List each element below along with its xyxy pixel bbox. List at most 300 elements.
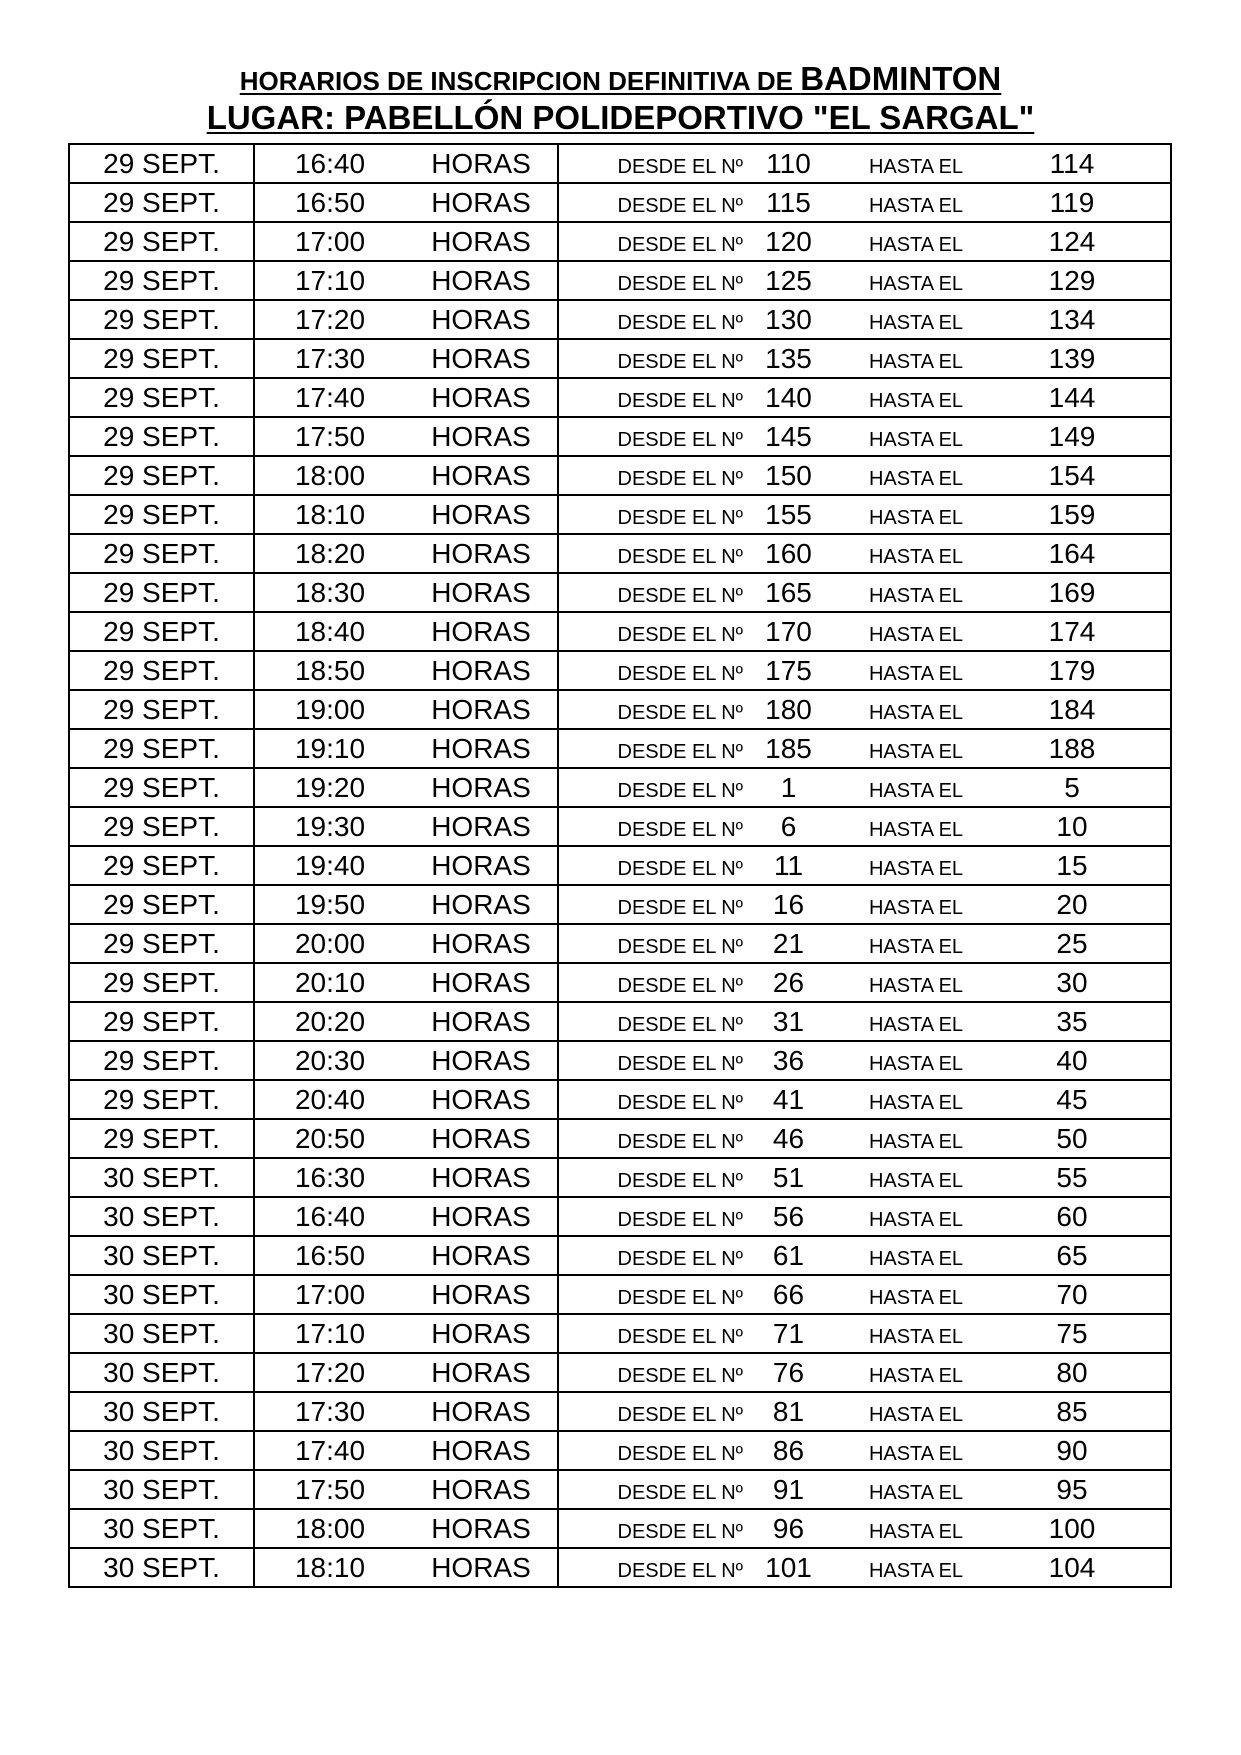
horas-cell: HORAS (405, 768, 558, 807)
desde-label-cell: DESDE EL Nº (558, 300, 743, 339)
hasta-label-cell: HASTA EL (834, 1548, 974, 1587)
date-cell: 29 SEPT. (69, 222, 254, 261)
date-cell: 30 SEPT. (69, 1392, 254, 1431)
from-number-cell: 170 (743, 612, 834, 651)
hasta-label-cell: HASTA EL (834, 183, 974, 222)
desde-label-cell: DESDE EL Nº (558, 1002, 743, 1041)
hasta-label-cell: HASTA EL (834, 1470, 974, 1509)
table-row (69, 963, 1171, 1002)
table-row (69, 846, 1171, 885)
to-number-cell: 65 (974, 1236, 1171, 1275)
hasta-label-cell: HASTA EL (834, 261, 974, 300)
time-cell: 20:20 (254, 1002, 405, 1041)
hasta-label-cell: HASTA EL (834, 144, 974, 183)
horas-cell: HORAS (405, 339, 558, 378)
horas-cell: HORAS (405, 573, 558, 612)
from-number-cell: 165 (743, 573, 834, 612)
title-sport: BADMINTON (800, 60, 1002, 97)
time-cell: 16:40 (254, 1197, 405, 1236)
to-number-cell: 85 (974, 1392, 1171, 1431)
date-cell: 30 SEPT. (69, 1431, 254, 1470)
from-number-cell: 185 (743, 729, 834, 768)
table-row (69, 1197, 1171, 1236)
horas-cell: HORAS (405, 846, 558, 885)
date-cell: 29 SEPT. (69, 417, 254, 456)
to-number-cell: 129 (974, 261, 1171, 300)
from-number-cell: 155 (743, 495, 834, 534)
date-cell: 29 SEPT. (69, 846, 254, 885)
table-row (69, 339, 1171, 378)
table-row (69, 534, 1171, 573)
from-number-cell: 61 (743, 1236, 834, 1275)
document-title (240, 60, 1002, 100)
table-row (69, 1509, 1171, 1548)
table-row (69, 222, 1171, 261)
schedule-table (68, 143, 1172, 1588)
from-number-cell: 140 (743, 378, 834, 417)
date-cell: 29 SEPT. (69, 729, 254, 768)
date-cell: 29 SEPT. (69, 300, 254, 339)
table-row (69, 1470, 1171, 1509)
table-row (69, 729, 1171, 768)
time-cell: 17:50 (254, 1470, 405, 1509)
title-prefix: HORARIOS DE INSCRIPCION DEFINITIVA DE (239, 66, 801, 96)
horas-cell: HORAS (405, 1431, 558, 1470)
date-cell: 29 SEPT. (69, 768, 254, 807)
to-number-cell: 75 (974, 1314, 1171, 1353)
date-cell: 30 SEPT. (69, 1158, 254, 1197)
desde-label-cell: DESDE EL Nº (558, 963, 743, 1002)
horas-cell: HORAS (405, 495, 558, 534)
desde-label-cell: DESDE EL Nº (558, 534, 743, 573)
date-cell: 29 SEPT. (69, 612, 254, 651)
document-header (0, 60, 1241, 138)
time-cell: 18:40 (254, 612, 405, 651)
horas-cell: HORAS (405, 1158, 558, 1197)
horas-cell: HORAS (405, 1314, 558, 1353)
table-row (69, 1158, 1171, 1197)
from-number-cell: 86 (743, 1431, 834, 1470)
to-number-cell: 80 (974, 1353, 1171, 1392)
hasta-label-cell: HASTA EL (834, 573, 974, 612)
to-number-cell: 60 (974, 1197, 1171, 1236)
from-number-cell: 91 (743, 1470, 834, 1509)
to-number-cell: 119 (974, 183, 1171, 222)
desde-label-cell: DESDE EL Nº (558, 729, 743, 768)
desde-label-cell: DESDE EL Nº (558, 1314, 743, 1353)
hasta-label-cell: HASTA EL (834, 456, 974, 495)
to-number-cell: 174 (974, 612, 1171, 651)
date-cell: 30 SEPT. (69, 1509, 254, 1548)
schedule-table-body (69, 144, 1171, 1587)
to-number-cell: 20 (974, 885, 1171, 924)
from-number-cell: 135 (743, 339, 834, 378)
to-number-cell: 114 (974, 144, 1171, 183)
desde-label-cell: DESDE EL Nº (558, 339, 743, 378)
table-row (69, 1275, 1171, 1314)
to-number-cell: 154 (974, 456, 1171, 495)
time-cell: 17:00 (254, 222, 405, 261)
table-row (69, 1080, 1171, 1119)
time-cell: 20:40 (254, 1080, 405, 1119)
to-number-cell: 134 (974, 300, 1171, 339)
horas-cell: HORAS (405, 300, 558, 339)
from-number-cell: 125 (743, 261, 834, 300)
to-number-cell: 5 (974, 768, 1171, 807)
location-line: LUGAR: PABELLÓN POLIDEPORTIVO "EL SARGAL" (206, 99, 1035, 136)
desde-label-cell: DESDE EL Nº (558, 1275, 743, 1314)
desde-label-cell: DESDE EL Nº (558, 456, 743, 495)
hasta-label-cell: HASTA EL (834, 846, 974, 885)
hasta-label-cell: HASTA EL (834, 1314, 974, 1353)
desde-label-cell: DESDE EL Nº (558, 1119, 743, 1158)
from-number-cell: 66 (743, 1275, 834, 1314)
to-number-cell: 55 (974, 1158, 1171, 1197)
horas-cell: HORAS (405, 222, 558, 261)
horas-cell: HORAS (405, 690, 558, 729)
hasta-label-cell: HASTA EL (834, 1197, 974, 1236)
time-cell: 17:10 (254, 261, 405, 300)
date-cell: 29 SEPT. (69, 144, 254, 183)
hasta-label-cell: HASTA EL (834, 1236, 974, 1275)
date-cell: 30 SEPT. (69, 1197, 254, 1236)
hasta-label-cell: HASTA EL (834, 690, 974, 729)
table-row (69, 690, 1171, 729)
horas-cell: HORAS (405, 924, 558, 963)
to-number-cell: 149 (974, 417, 1171, 456)
date-cell: 29 SEPT. (69, 690, 254, 729)
time-cell: 19:40 (254, 846, 405, 885)
date-cell: 29 SEPT. (69, 1002, 254, 1041)
horas-cell: HORAS (405, 1392, 558, 1431)
hasta-label-cell: HASTA EL (834, 1002, 974, 1041)
time-cell: 17:30 (254, 1392, 405, 1431)
from-number-cell: 145 (743, 417, 834, 456)
horas-cell: HORAS (405, 1041, 558, 1080)
desde-label-cell: DESDE EL Nº (558, 1197, 743, 1236)
desde-label-cell: DESDE EL Nº (558, 183, 743, 222)
hasta-label-cell: HASTA EL (834, 885, 974, 924)
time-cell: 16:30 (254, 1158, 405, 1197)
table-row (69, 144, 1171, 183)
horas-cell: HORAS (405, 261, 558, 300)
hasta-label-cell: HASTA EL (834, 807, 974, 846)
horas-cell: HORAS (405, 1236, 558, 1275)
table-row (69, 1431, 1171, 1470)
desde-label-cell: DESDE EL Nº (558, 1431, 743, 1470)
to-number-cell: 139 (974, 339, 1171, 378)
desde-label-cell: DESDE EL Nº (558, 378, 743, 417)
horas-cell: HORAS (405, 1548, 558, 1587)
time-cell: 16:50 (254, 1236, 405, 1275)
table-row (69, 417, 1171, 456)
to-number-cell: 144 (974, 378, 1171, 417)
desde-label-cell: DESDE EL Nº (558, 612, 743, 651)
hasta-label-cell: HASTA EL (834, 1431, 974, 1470)
horas-cell: HORAS (405, 1275, 558, 1314)
date-cell: 29 SEPT. (69, 1041, 254, 1080)
to-number-cell: 188 (974, 729, 1171, 768)
time-cell: 17:20 (254, 300, 405, 339)
horas-cell: HORAS (405, 1470, 558, 1509)
to-number-cell: 10 (974, 807, 1171, 846)
desde-label-cell: DESDE EL Nº (558, 1470, 743, 1509)
table-row (69, 1002, 1171, 1041)
desde-label-cell: DESDE EL Nº (558, 495, 743, 534)
hasta-label-cell: HASTA EL (834, 1119, 974, 1158)
from-number-cell: 120 (743, 222, 834, 261)
time-cell: 18:10 (254, 1548, 405, 1587)
desde-label-cell: DESDE EL Nº (558, 924, 743, 963)
table-row (69, 651, 1171, 690)
time-cell: 17:00 (254, 1275, 405, 1314)
hasta-label-cell: HASTA EL (834, 495, 974, 534)
desde-label-cell: DESDE EL Nº (558, 144, 743, 183)
hasta-label-cell: HASTA EL (834, 1509, 974, 1548)
time-cell: 18:10 (254, 495, 405, 534)
from-number-cell: 21 (743, 924, 834, 963)
from-number-cell: 1 (743, 768, 834, 807)
time-cell: 18:00 (254, 1509, 405, 1548)
time-cell: 17:30 (254, 339, 405, 378)
horas-cell: HORAS (405, 807, 558, 846)
hasta-label-cell: HASTA EL (834, 534, 974, 573)
desde-label-cell: DESDE EL Nº (558, 651, 743, 690)
time-cell: 17:40 (254, 378, 405, 417)
time-cell: 18:00 (254, 456, 405, 495)
desde-label-cell: DESDE EL Nº (558, 885, 743, 924)
to-number-cell: 124 (974, 222, 1171, 261)
from-number-cell: 51 (743, 1158, 834, 1197)
time-cell: 16:40 (254, 144, 405, 183)
to-number-cell: 100 (974, 1509, 1171, 1548)
to-number-cell: 25 (974, 924, 1171, 963)
from-number-cell: 46 (743, 1119, 834, 1158)
horas-cell: HORAS (405, 612, 558, 651)
horas-cell: HORAS (405, 1509, 558, 1548)
hasta-label-cell: HASTA EL (834, 1275, 974, 1314)
desde-label-cell: DESDE EL Nº (558, 222, 743, 261)
time-cell: 16:50 (254, 183, 405, 222)
table-row (69, 1353, 1171, 1392)
date-cell: 29 SEPT. (69, 378, 254, 417)
date-cell: 29 SEPT. (69, 456, 254, 495)
horas-cell: HORAS (405, 1353, 558, 1392)
date-cell: 29 SEPT. (69, 1119, 254, 1158)
to-number-cell: 70 (974, 1275, 1171, 1314)
time-cell: 19:50 (254, 885, 405, 924)
date-cell: 29 SEPT. (69, 924, 254, 963)
table-row (69, 1392, 1171, 1431)
desde-label-cell: DESDE EL Nº (558, 1392, 743, 1431)
from-number-cell: 56 (743, 1197, 834, 1236)
hasta-label-cell: HASTA EL (834, 924, 974, 963)
hasta-label-cell: HASTA EL (834, 300, 974, 339)
hasta-label-cell: HASTA EL (834, 339, 974, 378)
to-number-cell: 159 (974, 495, 1171, 534)
hasta-label-cell: HASTA EL (834, 1080, 974, 1119)
from-number-cell: 76 (743, 1353, 834, 1392)
desde-label-cell: DESDE EL Nº (558, 417, 743, 456)
desde-label-cell: DESDE EL Nº (558, 846, 743, 885)
hasta-label-cell: HASTA EL (834, 1158, 974, 1197)
to-number-cell: 95 (974, 1470, 1171, 1509)
desde-label-cell: DESDE EL Nº (558, 1548, 743, 1587)
time-cell: 18:30 (254, 573, 405, 612)
time-cell: 19:20 (254, 768, 405, 807)
to-number-cell: 45 (974, 1080, 1171, 1119)
desde-label-cell: DESDE EL Nº (558, 1236, 743, 1275)
from-number-cell: 41 (743, 1080, 834, 1119)
time-cell: 18:50 (254, 651, 405, 690)
table-row (69, 1314, 1171, 1353)
hasta-label-cell: HASTA EL (834, 651, 974, 690)
table-row (69, 885, 1171, 924)
to-number-cell: 40 (974, 1041, 1171, 1080)
time-cell: 20:30 (254, 1041, 405, 1080)
from-number-cell: 96 (743, 1509, 834, 1548)
from-number-cell: 115 (743, 183, 834, 222)
to-number-cell: 90 (974, 1431, 1171, 1470)
table-row (69, 924, 1171, 963)
table-row (69, 1236, 1171, 1275)
table-row (69, 300, 1171, 339)
date-cell: 30 SEPT. (69, 1275, 254, 1314)
to-number-cell: 104 (974, 1548, 1171, 1587)
desde-label-cell: DESDE EL Nº (558, 573, 743, 612)
to-number-cell: 30 (974, 963, 1171, 1002)
desde-label-cell: DESDE EL Nº (558, 768, 743, 807)
date-cell: 30 SEPT. (69, 1548, 254, 1587)
horas-cell: HORAS (405, 417, 558, 456)
hasta-label-cell: HASTA EL (834, 729, 974, 768)
hasta-label-cell: HASTA EL (834, 1392, 974, 1431)
to-number-cell: 50 (974, 1119, 1171, 1158)
from-number-cell: 71 (743, 1314, 834, 1353)
date-cell: 29 SEPT. (69, 183, 254, 222)
table-row (69, 261, 1171, 300)
horas-cell: HORAS (405, 144, 558, 183)
horas-cell: HORAS (405, 651, 558, 690)
from-number-cell: 160 (743, 534, 834, 573)
date-cell: 30 SEPT. (69, 1470, 254, 1509)
to-number-cell: 179 (974, 651, 1171, 690)
date-cell: 29 SEPT. (69, 807, 254, 846)
from-number-cell: 6 (743, 807, 834, 846)
date-cell: 29 SEPT. (69, 963, 254, 1002)
from-number-cell: 130 (743, 300, 834, 339)
date-cell: 29 SEPT. (69, 885, 254, 924)
to-number-cell: 184 (974, 690, 1171, 729)
desde-label-cell: DESDE EL Nº (558, 1041, 743, 1080)
time-cell: 19:00 (254, 690, 405, 729)
from-number-cell: 16 (743, 885, 834, 924)
hasta-label-cell: HASTA EL (834, 612, 974, 651)
date-cell: 29 SEPT. (69, 534, 254, 573)
horas-cell: HORAS (405, 534, 558, 573)
table-row (69, 768, 1171, 807)
from-number-cell: 36 (743, 1041, 834, 1080)
desde-label-cell: DESDE EL Nº (558, 1158, 743, 1197)
horas-cell: HORAS (405, 963, 558, 1002)
to-number-cell: 164 (974, 534, 1171, 573)
table-row (69, 378, 1171, 417)
to-number-cell: 15 (974, 846, 1171, 885)
horas-cell: HORAS (405, 1119, 558, 1158)
table-row (69, 1548, 1171, 1587)
horas-cell: HORAS (405, 456, 558, 495)
date-cell: 30 SEPT. (69, 1236, 254, 1275)
from-number-cell: 101 (743, 1548, 834, 1587)
from-number-cell: 175 (743, 651, 834, 690)
horas-cell: HORAS (405, 885, 558, 924)
from-number-cell: 180 (743, 690, 834, 729)
from-number-cell: 26 (743, 963, 834, 1002)
desde-label-cell: DESDE EL Nº (558, 1509, 743, 1548)
hasta-label-cell: HASTA EL (834, 1041, 974, 1080)
hasta-label-cell: HASTA EL (834, 417, 974, 456)
date-cell: 29 SEPT. (69, 573, 254, 612)
date-cell: 30 SEPT. (69, 1314, 254, 1353)
time-cell: 20:50 (254, 1119, 405, 1158)
hasta-label-cell: HASTA EL (834, 378, 974, 417)
table-row (69, 1041, 1171, 1080)
horas-cell: HORAS (405, 729, 558, 768)
date-cell: 29 SEPT. (69, 651, 254, 690)
table-row (69, 495, 1171, 534)
horas-cell: HORAS (405, 1080, 558, 1119)
time-cell: 17:40 (254, 1431, 405, 1470)
table-row (69, 612, 1171, 651)
table-row (69, 1119, 1171, 1158)
time-cell: 20:10 (254, 963, 405, 1002)
date-cell: 29 SEPT. (69, 339, 254, 378)
from-number-cell: 110 (743, 144, 834, 183)
from-number-cell: 11 (743, 846, 834, 885)
horas-cell: HORAS (405, 183, 558, 222)
desde-label-cell: DESDE EL Nº (558, 807, 743, 846)
hasta-label-cell: HASTA EL (834, 768, 974, 807)
time-cell: 20:00 (254, 924, 405, 963)
date-cell: 29 SEPT. (69, 261, 254, 300)
from-number-cell: 31 (743, 1002, 834, 1041)
hasta-label-cell: HASTA EL (834, 1353, 974, 1392)
table-row (69, 573, 1171, 612)
desde-label-cell: DESDE EL Nº (558, 1353, 743, 1392)
table-row (69, 456, 1171, 495)
time-cell: 17:50 (254, 417, 405, 456)
time-cell: 18:20 (254, 534, 405, 573)
to-number-cell: 169 (974, 573, 1171, 612)
hasta-label-cell: HASTA EL (834, 963, 974, 1002)
to-number-cell: 35 (974, 1002, 1171, 1041)
time-cell: 17:20 (254, 1353, 405, 1392)
from-number-cell: 81 (743, 1392, 834, 1431)
date-cell: 29 SEPT. (69, 495, 254, 534)
hasta-label-cell: HASTA EL (834, 222, 974, 261)
horas-cell: HORAS (405, 1002, 558, 1041)
date-cell: 29 SEPT. (69, 1080, 254, 1119)
table-row (69, 807, 1171, 846)
desde-label-cell: DESDE EL Nº (558, 261, 743, 300)
from-number-cell: 150 (743, 456, 834, 495)
time-cell: 17:10 (254, 1314, 405, 1353)
horas-cell: HORAS (405, 1197, 558, 1236)
time-cell: 19:30 (254, 807, 405, 846)
time-cell: 19:10 (254, 729, 405, 768)
desde-label-cell: DESDE EL Nº (558, 1080, 743, 1119)
date-cell: 30 SEPT. (69, 1353, 254, 1392)
